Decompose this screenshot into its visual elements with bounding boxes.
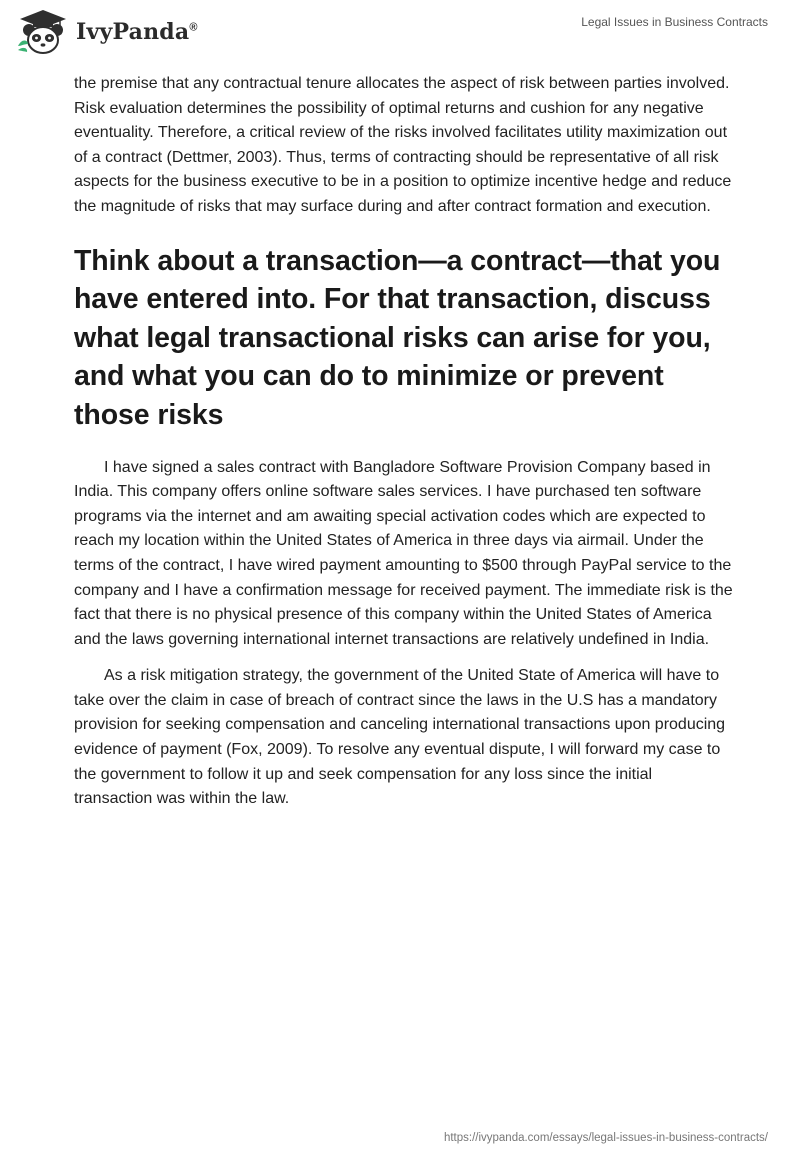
brand-name [76, 19, 198, 45]
source-url[interactable]: https://ivypanda.com/essays/legal-issues-in-business-contracts/ [443, 1132, 768, 1144]
page-header [0, 0, 800, 70]
essay-body [74, 72, 734, 824]
panda-graduate-icon [14, 8, 72, 56]
body-paragraph: As a risk mitigation strategy, the government of the United State of America will have to take over the claim in case of breach of contract since the laws in the U.S has a mandatory provision for seeking compensation and canceling international transactions upon producing evidence of payment (Fox, 2009). To resolve any eventual dispute, I will forward my case to the government to follow it up and seek compensation for any loss since the initial transaction was within the law. [74, 667, 726, 808]
document-title: Legal Issues in Business Contracts [581, 15, 768, 29]
section-heading: Think about a transaction—a contract—that you have entered into. For that transaction, discuss what legal transactional risks can arise for you, and what you can do to minimize or prevent those risks [74, 244, 721, 431]
body-paragraph: I have signed a sales contract with Bangladore Software Provision Company based in India. This company offers online software sales services. I have purchased ten software programs via the internet and am awaiting special activation codes which are expected to reach my location within the United States of America in three days via airmail. Under the terms of the contract, I have wired payment amounting to $500 through PayPal service to the company and I have a confirmation message for received payment. The immediate risk is the fact that there is no physical presence of this company within the United States of America and the laws governing international internet transactions are relatively undefined in India. [74, 458, 733, 648]
brand-logo[interactable] [14, 8, 198, 56]
brand-name-text: IvyPanda [76, 19, 190, 45]
intro-paragraph: the premise that any contractual tenure allocates the aspect of risk between parties involved. Risk evaluation determines the possibility of optimal returns and cushion for any negative eventuality. Therefore, a critical review of the risks involved facilitates utility maximization out of a contract (Dettmer, 2003). Thus, terms of contracting should be representative of all risk aspects for the business executive to be in a position to optimize incentive hedge and reduce the magnitude of risks that may surface during and after contract formation and execution. [74, 75, 732, 215]
registered-mark: ® [189, 21, 198, 34]
